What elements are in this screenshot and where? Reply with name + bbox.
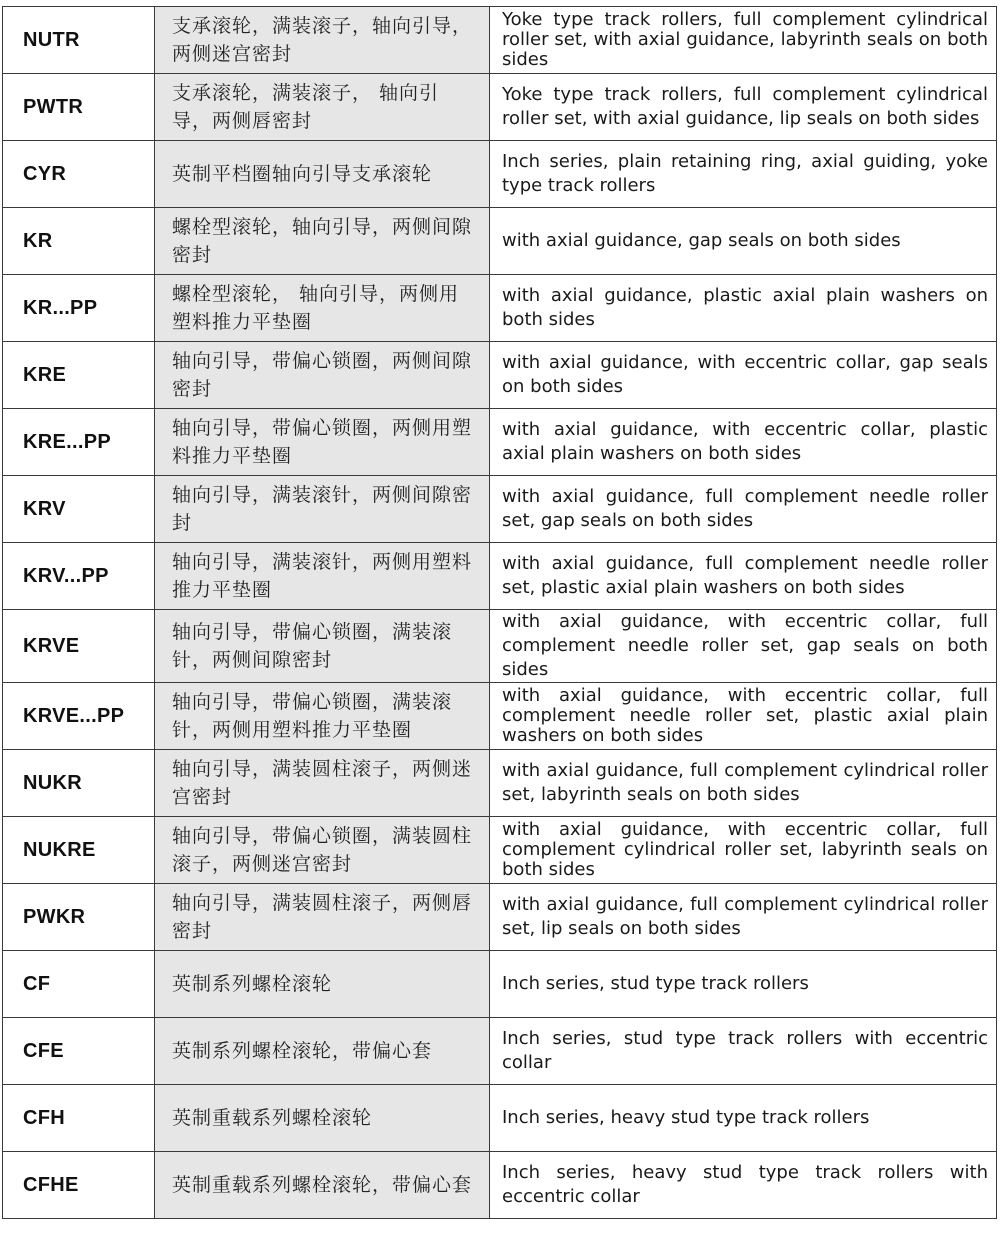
table-row — [3, 342, 997, 409]
english-description: Inch series, stud type track rollers with eccentric collar — [490, 1018, 997, 1085]
chinese-description: 轴向引导，满装圆柱滚子，两侧唇密封 — [155, 884, 490, 951]
chinese-description: 轴向引导，满装滚针，两侧用塑料推力平垫圈 — [155, 543, 490, 610]
designation-code: KR...PP — [3, 275, 155, 342]
chinese-description: 英制重载系列螺栓滚轮，带偏心套 — [155, 1152, 490, 1219]
english-description: with axial guidance, gap seals on both sides — [490, 208, 997, 275]
designation-code: CFH — [3, 1085, 155, 1152]
chinese-description: 轴向引导，带偏心锁圈，满装滚针，两侧用塑料推力平垫圈 — [155, 683, 490, 750]
track-roller-designation-table — [2, 6, 997, 1219]
designation-code: KRVE — [3, 610, 155, 683]
chinese-description: 英制系列螺栓滚轮，带偏心套 — [155, 1018, 490, 1085]
table-row — [3, 208, 997, 275]
designation-code: NUKRE — [3, 817, 155, 884]
english-description: Yoke type track rollers, full complement cylindrical roller set, with axial guidance, lip seals on both sides — [490, 74, 997, 141]
designation-code: KRV — [3, 476, 155, 543]
chinese-description: 轴向引导，带偏心锁圈，满装圆柱滚子，两侧迷宫密封 — [155, 817, 490, 884]
chinese-description: 支承滚轮，满装滚子，轴向引导，两侧迷宫密封 — [155, 7, 490, 74]
english-description: with axial guidance, with eccentric collar, gap seals on both sides — [490, 342, 997, 409]
designation-code: CFHE — [3, 1152, 155, 1219]
english-description: with axial guidance, with eccentric collar, full complement cylindrical roller set, labyrinth seals on both sides — [490, 817, 997, 884]
chinese-description: 螺栓型滚轮，轴向引导，两侧间隙密封 — [155, 208, 490, 275]
chinese-description: 英制平档圈轴向引导支承滚轮 — [155, 141, 490, 208]
table-row — [3, 74, 997, 141]
designation-code: CFE — [3, 1018, 155, 1085]
table-row — [3, 1085, 997, 1152]
chinese-description: 英制系列螺栓滚轮 — [155, 951, 490, 1018]
table-row — [3, 141, 997, 208]
chinese-description: 螺栓型滚轮， 轴向引导，两侧用塑料推力平垫圈 — [155, 275, 490, 342]
designation-code: KRE...PP — [3, 409, 155, 476]
chinese-description: 轴向引导，满装圆柱滚子，两侧迷宫密封 — [155, 750, 490, 817]
english-description: with axial guidance, full complement needle roller set, plastic axial plain washers on both sides — [490, 543, 997, 610]
english-description: Yoke type track rollers, full complement cylindrical roller set, with axial guidance, labyrinth seals on both sides — [490, 7, 997, 74]
english-description: with axial guidance, with eccentric collar, plastic axial plain washers on both sides — [490, 409, 997, 476]
table-row — [3, 683, 997, 750]
designation-code: PWKR — [3, 884, 155, 951]
chinese-description: 支承滚轮，满装滚子， 轴向引导，两侧唇密封 — [155, 74, 490, 141]
table-row — [3, 275, 997, 342]
designation-code: KRV...PP — [3, 543, 155, 610]
chinese-description: 轴向引导，满装滚针，两侧间隙密封 — [155, 476, 490, 543]
english-description: with axial guidance, with eccentric collar, full complement needle roller set, gap seals on both sides — [490, 610, 997, 683]
chinese-description: 轴向引导，带偏心锁圈，两侧间隙密封 — [155, 342, 490, 409]
table-body — [3, 7, 997, 1219]
english-description: with axial guidance, full complement cylindrical roller set, lip seals on both sides — [490, 884, 997, 951]
chinese-description: 轴向引导，带偏心锁圈，满装滚针，两侧间隙密封 — [155, 610, 490, 683]
designation-code: NUKR — [3, 750, 155, 817]
table-row — [3, 817, 997, 884]
designation-code: PWTR — [3, 74, 155, 141]
table-row — [3, 476, 997, 543]
english-description: Inch series, plain retaining ring, axial guiding, yoke type track rollers — [490, 141, 997, 208]
table-row — [3, 1018, 997, 1085]
designation-code: KRE — [3, 342, 155, 409]
english-description: with axial guidance, full complement needle roller set, gap seals on both sides — [490, 476, 997, 543]
english-description: Inch series, heavy stud type track rollers — [490, 1085, 997, 1152]
table-row — [3, 7, 997, 74]
designation-code: CYR — [3, 141, 155, 208]
designation-code: NUTR — [3, 7, 155, 74]
english-description: with axial guidance, full complement cylindrical roller set, labyrinth seals on both sides — [490, 750, 997, 817]
table-row — [3, 1152, 997, 1219]
english-description: Inch series, heavy stud type track rollers with eccentric collar — [490, 1152, 997, 1219]
table-row — [3, 409, 997, 476]
designation-code: CF — [3, 951, 155, 1018]
chinese-description: 轴向引导，带偏心锁圈，两侧用塑料推力平垫圈 — [155, 409, 490, 476]
table-row — [3, 951, 997, 1018]
english-description: with axial guidance, plastic axial plain washers on both sides — [490, 275, 997, 342]
table-row — [3, 543, 997, 610]
designation-code: KR — [3, 208, 155, 275]
english-description: Inch series, stud type track rollers — [490, 951, 997, 1018]
table-row — [3, 750, 997, 817]
table-row — [3, 884, 997, 951]
chinese-description: 英制重载系列螺栓滚轮 — [155, 1085, 490, 1152]
english-description: with axial guidance, with eccentric collar, full complement needle roller set, plastic axial plain washers on both sides — [490, 683, 997, 750]
table-row — [3, 610, 997, 683]
designation-code: KRVE...PP — [3, 683, 155, 750]
